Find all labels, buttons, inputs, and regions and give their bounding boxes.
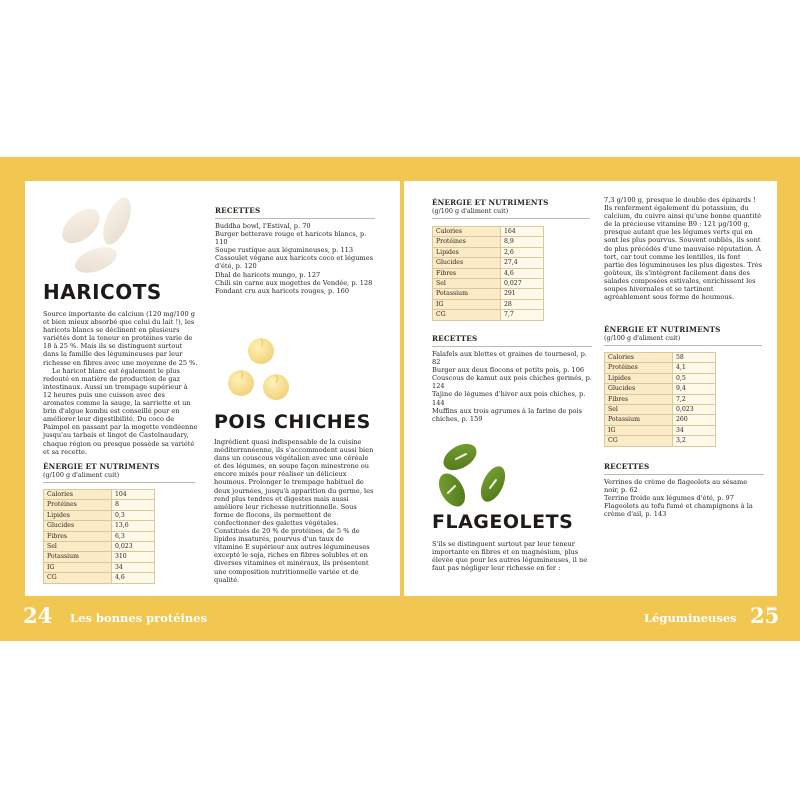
nutrient-value: 13,6 — [111, 521, 154, 531]
recipes-heading: RECETTES — [432, 334, 478, 343]
recipe-item: Cassoulet végane aux haricots coco et légumes d'été, p. 120 — [215, 254, 374, 271]
nutrient-name: Lipides — [433, 247, 501, 257]
nutrient-row — [433, 247, 544, 257]
nutrient-name: Glucides — [605, 384, 673, 394]
recipe-item: Verrines de crème de flageolets au sésame noir, p. 62 — [604, 478, 748, 495]
nutrient-value: 104 — [111, 490, 154, 500]
nutrient-value: 164 — [500, 227, 543, 237]
nutrients-subheading: (g/100 g d'aliment cuit) — [43, 471, 120, 479]
nutrient-name: Glucides — [433, 258, 501, 268]
nutrient-row — [605, 353, 716, 363]
nutrient-name: Calories — [433, 227, 501, 237]
nutrient-row — [605, 436, 716, 446]
recipe-item: Flageolets au tofu fumé et champignons à la crème d'ail, p. 143 — [604, 502, 753, 519]
recipe-item: Burger aux deux flocons et petits pois, p. 106 — [432, 366, 585, 375]
nutrient-name: Calories — [605, 353, 673, 363]
nutrient-row — [605, 363, 716, 373]
flageolets-nutrient-table — [604, 352, 716, 447]
nutrient-row — [605, 384, 716, 394]
left-page-number: 24 — [23, 603, 53, 628]
chickpeas-illustration — [225, 335, 293, 407]
nutrient-row — [433, 289, 544, 299]
flageolets-recipe-list — [604, 478, 764, 518]
nutrients-subheading: (g/100 g d'aliment cuit) — [604, 334, 681, 342]
recipe-item: Soupe rustique aux légumineuses, p. 113 — [215, 246, 354, 255]
nutrient-row — [605, 394, 716, 404]
haricots-body — [43, 310, 198, 456]
nutrient-value: 8,9 — [500, 237, 543, 247]
pois-chiches-paragraph: Ingrédient quasi indispensable de la cuisine méditerranéenne, ils s'accommodent aussi bien dans un couscous végétalien avec une céréale et des légumes, en soupe façon minestrone ou encore mixés pour réaliser un délicieux houmous. Prolonger le trempage habituel de deux journées, jusqu'à apparition du germe, les rend plus tendres et digestes mais aussi améliore leur richesse nutritionnelle. Sous forme de flocons, ils permettent de confectionner des galettes végétales. Constitués de 20 % de protéines, de 5 % de lipides insaturés, pourvus d'un taux de vitamine E supérieur aux autres légumineuses excepté le soja, riches en fibres solubles et en diverses vitamines et minéraux, ils présentent une composition nutritionnelle variée et de qualité. — [214, 438, 374, 584]
green-flageolets-illustration — [430, 438, 512, 514]
nutrient-value: 8 — [111, 500, 154, 510]
nutrient-value: 260 — [672, 415, 715, 425]
nutrient-name: IG — [433, 299, 501, 309]
nutrient-value: 6,3 — [111, 531, 154, 541]
section-rule — [432, 218, 590, 219]
nutrient-name: Lipides — [44, 510, 112, 520]
recipes-heading: RECETTES — [604, 462, 650, 471]
nutrient-name: CG — [433, 310, 501, 320]
nutrient-row — [44, 510, 155, 520]
nutrient-row — [44, 521, 155, 531]
nutrient-row — [44, 500, 155, 510]
nutrient-row — [433, 279, 544, 289]
nutrient-row — [44, 562, 155, 572]
nutrient-value: 0,023 — [111, 542, 154, 552]
flageolets-body-start — [432, 540, 592, 572]
nutrient-name: Sel — [605, 405, 673, 415]
nutrient-row — [605, 405, 716, 415]
nutrient-value: 4,6 — [500, 268, 543, 278]
nutrient-name: CG — [605, 436, 673, 446]
nutrient-name: Glucides — [44, 521, 112, 531]
nutrient-value: 0,3 — [111, 510, 154, 520]
nutrient-value: 7,7 — [500, 310, 543, 320]
nutrient-name: Potassium — [605, 415, 673, 425]
nutrient-row — [44, 531, 155, 541]
white-beans-illustration — [48, 190, 143, 282]
recipe-item: Muffins aux trois agrumes à la farine de pois chiches, p. 159 — [432, 406, 582, 423]
flageolets-title: FLAGEOLETS — [432, 511, 574, 533]
recipe-item: Chili sin carne aux mogettes de Vendée, p. 128 — [215, 278, 373, 287]
recipes-heading: RECETTES — [215, 206, 261, 215]
haricots-paragraph: Source importante de calcium (120 mg/100 g et bien mieux absorbé que celui du lait !), les haricots blancs se déclinent en plusieurs variétés dont la teneur en protéines varie de 18 à 25 %. Mais ils se distinguent surtout dans la famille des légumineuses par leur richesse en fibres avec une moyenne de 25 %. — [43, 310, 198, 367]
nutrient-value: 0,5 — [672, 373, 715, 383]
nutrient-value: 34 — [111, 562, 154, 572]
nutrient-row — [433, 310, 544, 320]
right-page-number: 25 — [750, 603, 780, 628]
nutrient-value: 2,6 — [500, 247, 543, 257]
nutrient-name: Lipides — [605, 373, 673, 383]
nutrient-value: 310 — [111, 552, 154, 562]
nutrient-row — [433, 299, 544, 309]
recipe-item: Dhal de haricots mungo, p. 127 — [215, 270, 321, 279]
flageolets-nutrients-block — [604, 325, 762, 447]
nutrient-row — [605, 373, 716, 383]
nutrient-name: Protéines — [44, 500, 112, 510]
pois-chiches-title: POIS CHICHES — [214, 411, 371, 433]
nutrient-row — [433, 268, 544, 278]
nutrient-value: 0,023 — [672, 405, 715, 415]
pois-chiches-nutrient-table — [432, 226, 544, 321]
nutrient-value: 9,4 — [672, 384, 715, 394]
nutrient-value: 4,6 — [111, 573, 154, 583]
nutrient-value: 291 — [500, 289, 543, 299]
nutrient-name: Calories — [44, 490, 112, 500]
nutrient-row — [44, 542, 155, 552]
nutrient-value: 28 — [500, 299, 543, 309]
nutrient-name: CG — [44, 573, 112, 583]
nutrient-name: Fibres — [605, 394, 673, 404]
nutrient-name: Sel — [44, 542, 112, 552]
nutrient-name: IG — [605, 425, 673, 435]
nutrient-row — [433, 237, 544, 247]
nutrient-value: 58 — [672, 353, 715, 363]
nutrient-name: Protéines — [433, 237, 501, 247]
flageolets-recipes-block — [604, 462, 764, 518]
nutrient-value: 27,4 — [500, 258, 543, 268]
nutrient-row — [433, 227, 544, 237]
left-running-footer: Les bonnes protéines — [70, 611, 208, 625]
pois-chiches-recipes-block — [432, 334, 592, 423]
nutrient-name: Fibres — [433, 268, 501, 278]
nutrient-value: 4,1 — [672, 363, 715, 373]
nutrient-name: Fibres — [44, 531, 112, 541]
section-rule — [432, 346, 592, 347]
right-running-footer: Légumineuses — [644, 611, 737, 625]
nutrients-heading: ÉNERGIE ET NUTRIMENTS — [432, 198, 549, 207]
haricots-nutrient-table — [43, 489, 155, 584]
nutrient-value: 0,027 — [500, 279, 543, 289]
recipe-item: Couscous de kamut aux pois chiches germés, p. 124 — [432, 374, 592, 391]
recipe-item: Falafels aux blettes et graines de tournesol, p. 82 — [432, 350, 587, 367]
pois-chiches-recipe-list — [432, 350, 592, 423]
haricots-recipe-list — [215, 222, 375, 295]
section-rule — [215, 218, 375, 219]
nutrient-row — [605, 415, 716, 425]
haricots-nutrients-block — [43, 462, 195, 584]
nutrient-value: 7,2 — [672, 394, 715, 404]
flageolets-paragraph: S'ils se distinguent surtout par leur teneur importante en fibres et en magnésium, plus élevée que pour les autres légumineuses, il ne faut pas négliger leur richesse en fer : — [432, 540, 588, 573]
nutrients-heading: ÉNERGIE ET NUTRIMENTS — [604, 325, 721, 334]
pois-chiches-nutrients-block — [432, 198, 590, 321]
flageolets-paragraph: 7,3 g/100 g, presque le double des épinards ! Ils renferment également du potassium, du calcium, du cuivre ainsi qu'une bonne quantité de la précieuse vitamine B9 : 121 µg/100 g, presque autant que les légumes verts qui en sont les plus pourvus. Souvent oubliés, ils sont de plus précédés d'une mauvaise réputation. À tort, car tout comme les lentilles, ils font partie des légumineuses les plus digestes. Très goûteux, ils s'intègrent facilement dans des salades composées estivales, enrichissent les soupes hivernales et se tartinent agréablement sous forme de houmous. — [604, 196, 763, 302]
nutrient-value: 3,2 — [672, 436, 715, 446]
section-rule — [43, 482, 195, 483]
nutrient-name: IG — [44, 562, 112, 572]
nutrients-heading: ÉNERGIE ET NUTRIMENTS — [43, 462, 160, 471]
nutrients-subheading: (g/100 g d'aliment cuit) — [432, 207, 509, 215]
nutrient-row — [433, 258, 544, 268]
section-rule — [604, 345, 762, 346]
haricots-title: HARICOTS — [43, 280, 162, 304]
recipe-item: Burger betterave rouge et haricots blancs, p. 110 — [215, 230, 367, 247]
nutrient-name: Potassium — [433, 289, 501, 299]
nutrient-row — [605, 425, 716, 435]
flageolets-body-cont — [604, 196, 762, 301]
haricots-paragraph: Le haricot blanc est également le plus redouté en matière de production de gaz intestinaux. Aussi un trempage supérieur à 12 heures puis une cuisson avec des aromates comme la sauge, la sarriette et un brin d'algue kombu est conseillé pour en améliorer leur digestibilité. Du coco de Paimpol en passant par la mogette vendéenne jusqu'au tarbais et lingot de Castelnaudary, chaque région ou presque possède sa variété et sa recette. — [43, 366, 198, 456]
haricots-recipes-block — [215, 206, 375, 295]
recipe-item: Tajine de légumes d'hiver aux pois chiches, p. 144 — [432, 390, 586, 407]
recipe-item: Buddha bowl, l'Estival, p. 70 — [215, 222, 311, 230]
nutrient-row — [44, 490, 155, 500]
nutrient-value: 34 — [672, 425, 715, 435]
recipe-item: Fondant cru aux haricots rouges, p. 160 — [215, 286, 350, 295]
nutrient-name: Protéines — [605, 363, 673, 373]
nutrient-name: Potassium — [44, 552, 112, 562]
recipe-item: Terrine froide aux légumes d'été, p. 97 — [604, 494, 734, 503]
pois-chiches-body — [214, 438, 374, 584]
section-rule — [604, 474, 764, 475]
nutrient-row — [44, 573, 155, 583]
nutrient-row — [44, 552, 155, 562]
nutrient-name: Sel — [433, 279, 501, 289]
